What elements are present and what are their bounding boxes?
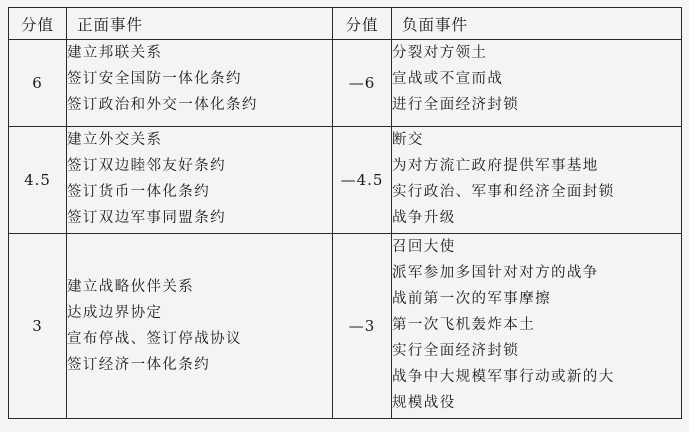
negative-events-cell xyxy=(392,127,682,234)
negative-event: 第一次飞机轰炸本土 xyxy=(392,317,536,333)
negative-event: 战前第一次的军事摩擦 xyxy=(392,291,551,307)
header-negative-events: 负面事件 xyxy=(392,8,682,40)
negative-event: 进行全面经济封锁 xyxy=(392,97,520,113)
header-positive-events: 正面事件 xyxy=(67,8,333,40)
negative-score: —6 xyxy=(333,40,392,127)
negative-event: 战争中大规模军事行动或新的大 xyxy=(392,369,615,385)
positive-score: 3 xyxy=(9,234,67,419)
header-row xyxy=(9,8,682,40)
header-score-right: 分值 xyxy=(333,8,392,40)
negative-event: 召回大使 xyxy=(392,239,456,255)
negative-event: 为对方流亡政府提供军事基地 xyxy=(392,158,599,174)
positive-event: 宣布停战、签订停战协议 xyxy=(67,331,242,347)
negative-events-cell xyxy=(392,40,682,127)
positive-event: 建立战略伙伴关系 xyxy=(67,279,195,295)
positive-event: 建立邦联关系 xyxy=(67,45,163,61)
positive-event: 签订货币一体化条约 xyxy=(67,184,211,200)
negative-score: —4.5 xyxy=(333,127,392,234)
negative-event: 宣战或不宣而战 xyxy=(392,71,504,87)
negative-event: 规模战役 xyxy=(392,395,456,411)
negative-event: 实行全面经济封锁 xyxy=(392,343,520,359)
positive-event: 签订经济一体化条约 xyxy=(67,357,211,373)
positive-events-cell xyxy=(67,127,333,234)
positive-events-cell xyxy=(67,234,333,419)
negative-event: 派军参加多国针对对方的战争 xyxy=(392,265,599,281)
negative-event: 分裂对方领土 xyxy=(392,45,488,61)
negative-event: 战争升级 xyxy=(392,210,456,226)
negative-events-cell xyxy=(392,234,682,419)
positive-score: 4.5 xyxy=(9,127,67,234)
positive-score: 6 xyxy=(9,40,67,127)
table-row xyxy=(9,40,682,127)
events-score-table xyxy=(8,7,682,419)
table-row xyxy=(9,127,682,234)
positive-event: 达成边界协定 xyxy=(67,305,163,321)
positive-event: 签订双边睦邻友好条约 xyxy=(67,158,226,174)
negative-score: —3 xyxy=(333,234,392,419)
table-row xyxy=(9,234,682,419)
positive-event: 签订双边军事同盟条约 xyxy=(67,210,226,226)
positive-event: 签订政治和外交一体化条约 xyxy=(67,97,258,113)
negative-event: 断交 xyxy=(392,132,424,148)
positive-events-cell xyxy=(67,40,333,127)
positive-event: 建立外交关系 xyxy=(67,132,163,148)
positive-event: 签订安全国防一体化条约 xyxy=(67,71,242,87)
negative-event: 实行政治、军事和经济全面封锁 xyxy=(392,184,615,200)
header-score-left: 分值 xyxy=(9,8,67,40)
